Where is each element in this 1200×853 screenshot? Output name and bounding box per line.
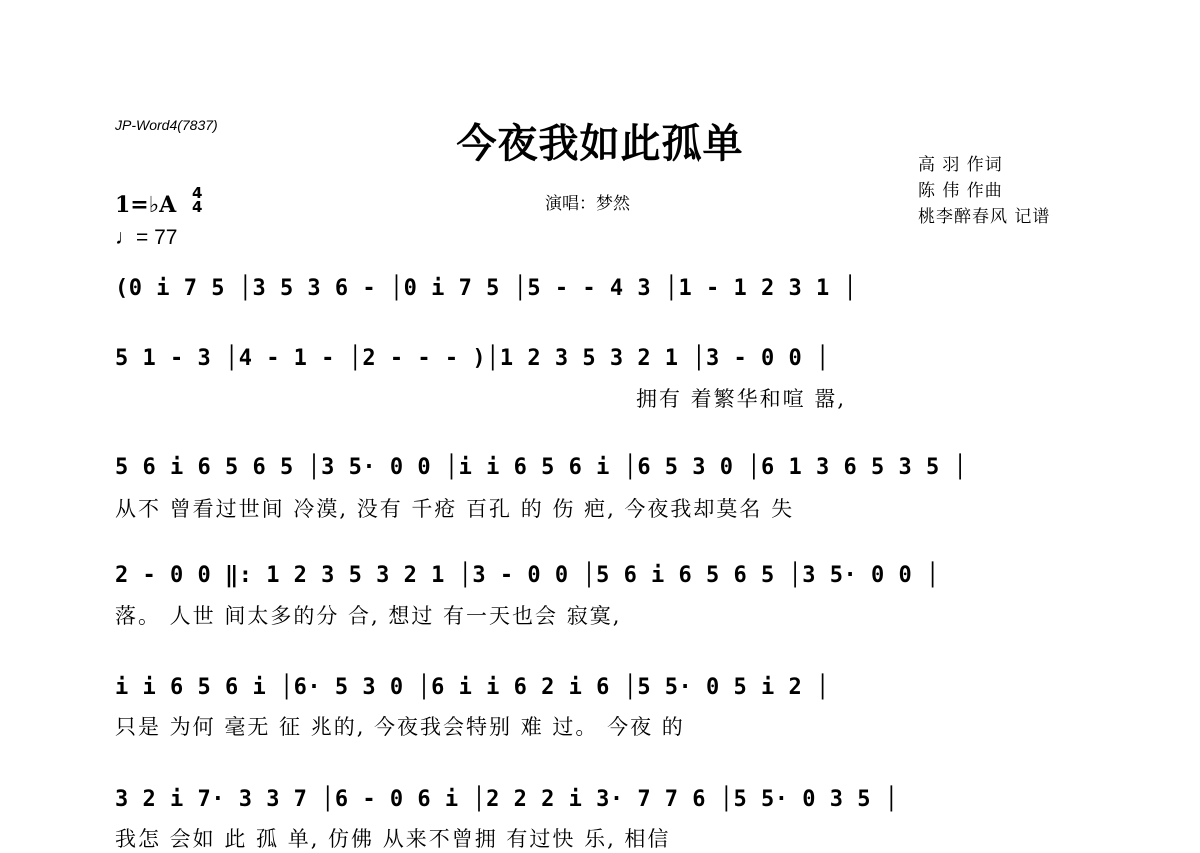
lyric-row-3: 从不 曾看过世间 冷漠, 没有 千疮 百孔 的 伤 疤, 今夜我却莫名 失 bbox=[115, 497, 795, 521]
performer-credit: 演唱：梦然 bbox=[545, 194, 630, 214]
composer-credit: 陈 伟 作曲 bbox=[918, 181, 1003, 201]
lyric-row-4: 落。 人世 间太多的分 合, 想过 有一天也会 寂寞, bbox=[115, 604, 622, 628]
time-signature-bottom: 4 bbox=[192, 198, 203, 216]
lyricist-credit: 高 羽 作词 bbox=[918, 155, 1003, 175]
notation-row-1: (0 i 7 5 │3 5 3 6 - │0 i 7 5 │5 - - 4 3 │1 - 1 2 3 1 │ bbox=[115, 276, 858, 301]
transcriber-credit: 桃李醉春风 记谱 bbox=[918, 207, 1051, 227]
notation-row-3: 5 6 i 6 5 6 5 │3 5· 0 0 │i i 6 5 6 i │6 5 3 0 │6 1 3 6 5 3 5 │ bbox=[115, 455, 968, 480]
time-signature-top: 4 bbox=[192, 184, 203, 202]
song-title: 今夜我如此孤单 bbox=[456, 120, 744, 167]
notation-row-4: 2 - 0 0 ‖: 1 2 3 5 3 2 1 │3 - 0 0 │5 6 i 6 5 6 5 │3 5· 0 0 │ bbox=[115, 563, 940, 588]
notation-row-5: i i 6 5 6 i │6· 5 3 0 │6 i i 6 2 i 6 │5 5· 0 5 i 2 │ bbox=[115, 675, 830, 700]
time-signature bbox=[192, 186, 202, 214]
lyric-row-5: 只是 为何 毫无 征 兆的, 今夜我会特别 难 过。 今夜 的 bbox=[115, 715, 685, 739]
notation-row-2: 5 1 - 3 │4 - 1 - │2 - - - )│1 2 3 5 3 2 1 │3 - 0 0 │ bbox=[115, 346, 830, 371]
lyric-row-2: 拥有 着繁华和喧 嚣, bbox=[636, 387, 847, 411]
lyric-row-6: 我怎 会如 此 孤 单, 仿佛 从来不曾拥 有过快 乐, 相信 bbox=[115, 827, 671, 851]
source-label: JP-Word4(7837) bbox=[115, 117, 218, 133]
key-signature: 1=♭A bbox=[115, 192, 177, 218]
notation-row-6: 3 2 i 7· 3 3 7 │6 - 0 6 i │2 2 2 i 3· 7 7 6 │5 5· 0 3 5 │ bbox=[115, 787, 899, 812]
tempo-marking: ♩= 77 bbox=[115, 226, 178, 249]
